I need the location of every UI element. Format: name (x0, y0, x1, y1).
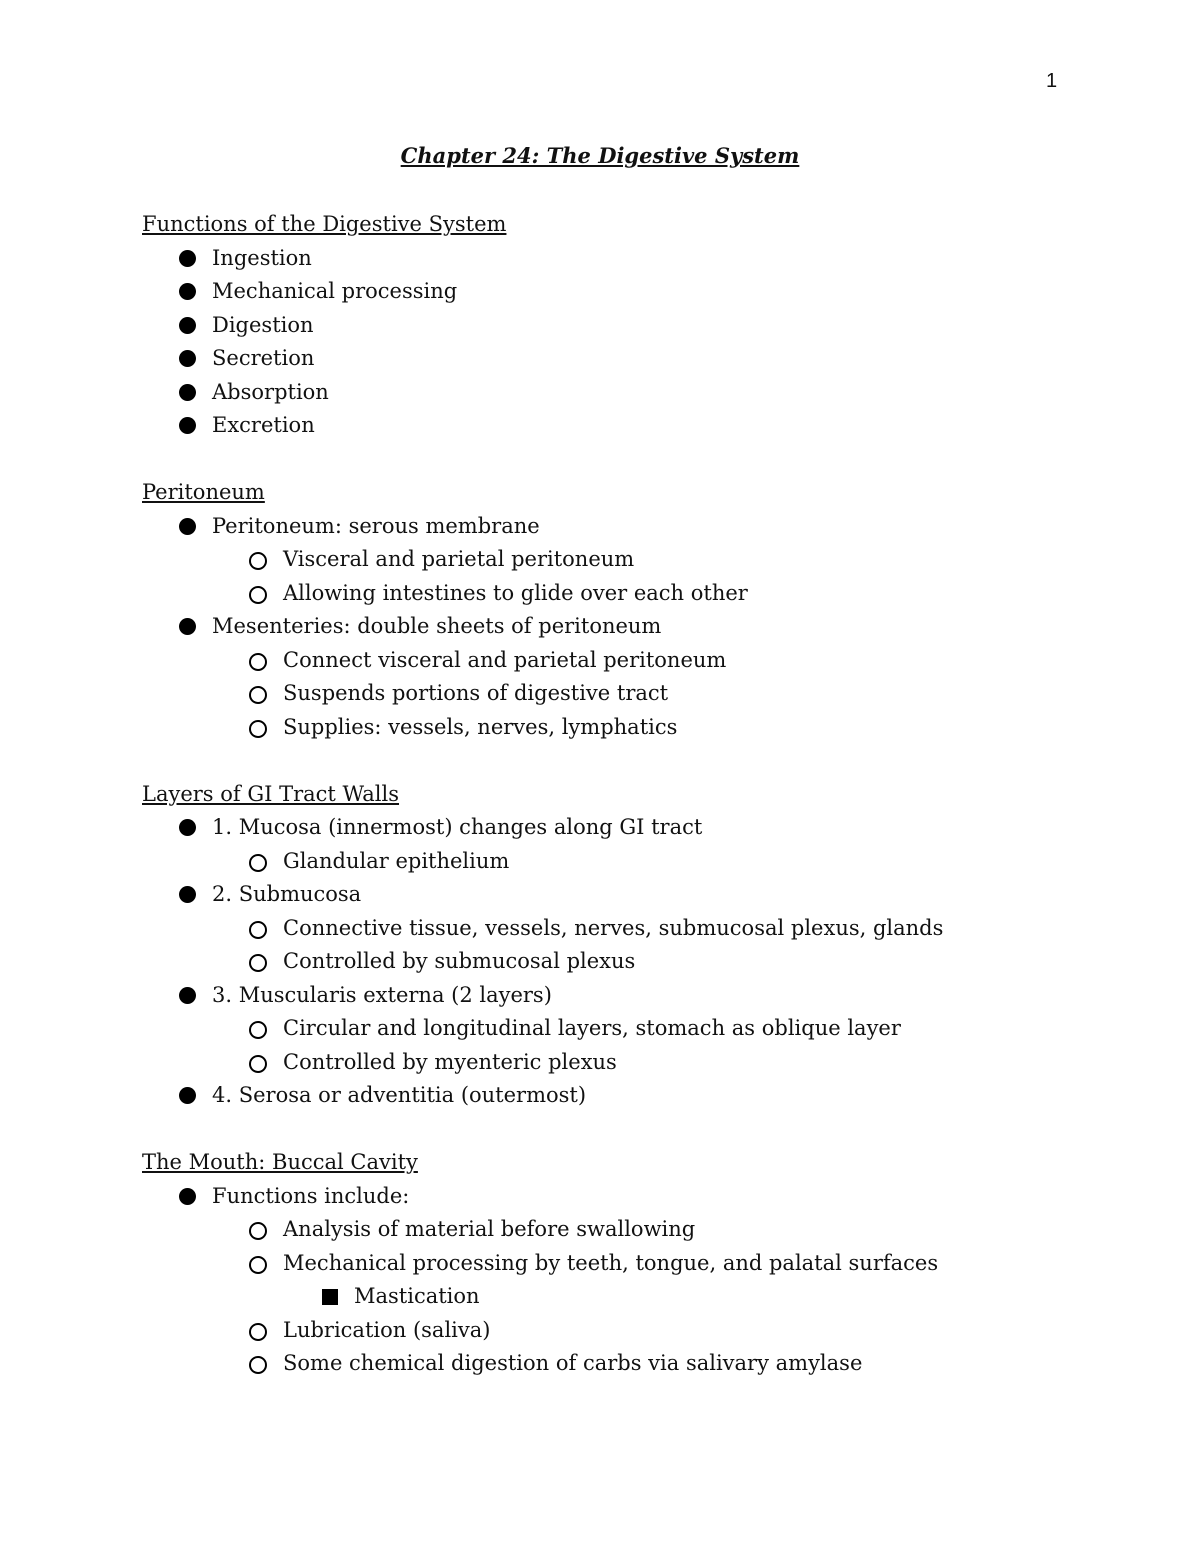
filled-circle-bullet-icon (179, 1188, 196, 1205)
hollow-circle-bullet-icon (249, 686, 267, 704)
outline-item-text: Excretion (212, 413, 315, 437)
hollow-circle-bullet-icon (249, 586, 267, 604)
outline-item-level-1 (142, 410, 1142, 444)
filled-circle-bullet-icon (179, 886, 196, 903)
filled-circle-bullet-icon (179, 250, 196, 267)
outline-item-text: Digestion (212, 312, 314, 337)
filled-circle-bullet-icon (179, 384, 196, 401)
outline-item-level-2 (142, 544, 1142, 578)
outline-item-text: Controlled by myenteric plexus (283, 1049, 617, 1074)
outline-item-level-2 (142, 1315, 1142, 1349)
outline-item-level-1 (142, 343, 1142, 377)
filled-circle-bullet-icon (179, 317, 196, 334)
outline-item-level-2 (142, 946, 1142, 980)
filled-circle-bullet-icon (179, 283, 196, 300)
section-heading: Peritoneum (142, 480, 265, 504)
hollow-circle-bullet-icon (249, 1021, 267, 1039)
outline-item-text: 3. Muscularis externa (2 layers) (212, 982, 552, 1007)
section-heading: The Mouth: Buccal Cavity (142, 1150, 418, 1174)
outline-item-text: Connect visceral and parietal peritoneum (283, 647, 727, 672)
filled-circle-bullet-icon (179, 417, 196, 434)
outline-item-level-2 (142, 1047, 1142, 1081)
outline-item-text: Absorption (212, 379, 329, 404)
outline-item-level-2 (142, 645, 1142, 679)
outline-item-level-2 (142, 846, 1142, 880)
outline-item-text: 1. Mucosa (innermost) changes along GI tract (212, 815, 703, 839)
filled-circle-bullet-icon (179, 350, 196, 367)
section-heading: Functions of the Digestive System (142, 212, 507, 236)
outline-item-level-1 (142, 511, 1142, 545)
outline-item-level-1 (142, 879, 1142, 913)
outline-content (142, 209, 1142, 1415)
outline-item-level-1 (142, 980, 1142, 1014)
hollow-circle-bullet-icon (249, 921, 267, 939)
outline-item-text: Supplies: vessels, nerves, lymphatics (283, 714, 678, 739)
hollow-circle-bullet-icon (249, 1055, 267, 1073)
outline-section (142, 209, 1142, 444)
hollow-circle-bullet-icon (249, 1323, 267, 1341)
hollow-circle-bullet-icon (249, 1356, 267, 1374)
page-number: 1 (1046, 70, 1058, 92)
filled-circle-bullet-icon (179, 1087, 196, 1104)
outline-item-level-1 (142, 611, 1142, 645)
outline-item-level-1 (142, 1181, 1142, 1215)
outline-item-level-1 (142, 377, 1142, 411)
outline-item-text: Ingestion (212, 245, 312, 270)
filled-circle-bullet-icon (179, 518, 196, 535)
outline-section (142, 477, 1142, 745)
outline-item-level-2 (142, 712, 1142, 746)
outline-section (142, 779, 1142, 1114)
outline-item-text: Mastication (354, 1284, 480, 1308)
hollow-circle-bullet-icon (249, 720, 267, 738)
outline-item-level-1 (142, 243, 1142, 277)
hollow-circle-bullet-icon (249, 653, 267, 671)
outline-item-text: 2. Submucosa (212, 882, 362, 906)
outline-item-text: Secretion (212, 346, 315, 370)
outline-item-level-2 (142, 913, 1142, 947)
hollow-circle-bullet-icon (249, 954, 267, 972)
outline-item-text: Glandular epithelium (283, 848, 510, 873)
outline-item-text: Circular and longitudinal layers, stomach as oblique layer (283, 1016, 901, 1040)
outline-item-level-2 (142, 1248, 1142, 1282)
outline-item-level-1 (142, 1080, 1142, 1114)
outline-item-level-2 (142, 1348, 1142, 1382)
outline-item-text: Mesenteries: double sheets of peritoneum (212, 614, 662, 638)
outline-item-text: Visceral and parietal peritoneum (283, 547, 635, 571)
filled-circle-bullet-icon (179, 819, 196, 836)
hollow-circle-bullet-icon (249, 1222, 267, 1240)
filled-circle-bullet-icon (179, 618, 196, 635)
outline-item-text: Peritoneum: serous membrane (212, 513, 540, 538)
document-title: Chapter 24: The Digestive System (400, 143, 800, 168)
outline-section (142, 1147, 1142, 1382)
outline-item-text: Allowing intestines to glide over each other (283, 580, 748, 605)
outline-item-level-2 (142, 1214, 1142, 1248)
outline-item-level-2 (142, 678, 1142, 712)
outline-item-level-1 (142, 812, 1142, 846)
section-heading: Layers of GI Tract Walls (142, 781, 400, 806)
outline-item-text: Suspends portions of digestive tract (283, 681, 669, 705)
outline-item-text: Mechanical processing (212, 279, 458, 303)
outline-item-level-1 (142, 310, 1142, 344)
outline-item-level-1 (142, 276, 1142, 310)
hollow-circle-bullet-icon (249, 854, 267, 872)
outline-item-level-3 (142, 1281, 1142, 1315)
outline-item-level-2 (142, 1013, 1142, 1047)
hollow-circle-bullet-icon (249, 552, 267, 570)
outline-item-text: Analysis of material before swallowing (283, 1217, 696, 1241)
outline-item-text: Connective tissue, vessels, nerves, submucosal plexus, glands (283, 915, 944, 940)
outline-item-level-2 (142, 578, 1142, 612)
hollow-circle-bullet-icon (249, 1256, 267, 1274)
filled-circle-bullet-icon (179, 987, 196, 1004)
outline-item-text: 4. Serosa or adventitia (outermost) (212, 1083, 587, 1107)
outline-item-text: Lubrication (saliva) (283, 1317, 491, 1342)
outline-item-text: Mechanical processing by teeth, tongue, and palatal surfaces (283, 1250, 939, 1275)
filled-square-bullet-icon (322, 1289, 338, 1305)
outline-item-text: Controlled by submucosal plexus (283, 949, 636, 973)
outline-item-text: Some chemical digestion of carbs via salivary amylase (283, 1351, 863, 1375)
outline-item-text: Functions include: (212, 1183, 410, 1208)
